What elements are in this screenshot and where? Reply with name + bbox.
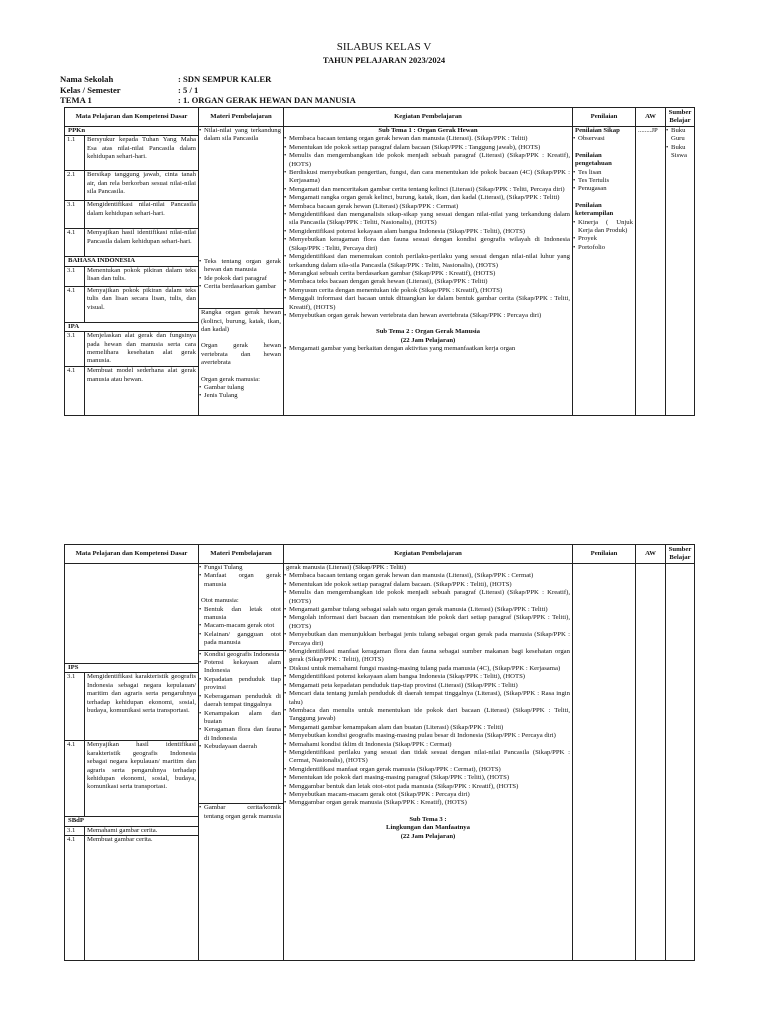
subtema-3-title: Sub Tema 3 : bbox=[409, 815, 447, 823]
identity-class: Kelas / Semester : 5 / 1 bbox=[60, 84, 199, 95]
syllabus-table-page-2 bbox=[64, 544, 695, 961]
aw-column-2 bbox=[636, 564, 666, 961]
school-identity bbox=[60, 74, 356, 106]
subject-sbdp: SBdP bbox=[65, 816, 198, 825]
kegiatan-column-2: gerak manusia (Literasi) (Sikap/PPK : Teliti) • Membaca bacaan tentang organ gerak hewan dan manusia (Literasi), (Sikap/PPK : Cermat) • Menentukan ide pokok setiap paragraf dalam bacaan. (Sikap/PPK : Teliti), (HOTS) • Menulis dan mengembangkan ide pokok menjadi sebuah paragraf (Literasi) (Sikap/PPK : Kreatif), (HOTS) • Mengamati gambar tulang sebagai salah satu organ gerak manusia (Literasi) (Sikap/PPK : Teliti) • Mengolah informasi dari bacaan dan menentukan ide pokok dari setiap paragraf (Sikap/PPK : Teliti), (HOTS) • Menyebutkan dan menunjukkan berbagai jenis tulang sebagai organ gerak pada manusia (Sikap/PPK : Percaya diri) • Mengidentifikasi manfaat keragaman flora dan fauna sebagai sumber makanan bagi kesehatan organ gerak (Sikap/PPK : Teliti), (HOTS) • Diskusi untuk memahami fungsi masing-masing tulang pada manusia (4C), (Sikap/PPK : Kerjasama) • Mengidentifikasi potensi kekayaan alam bangsa Indonesia (Sikap/PPK : Teliti), (HOTS) • Mengamati peta kepadatan penduduk tiap-tiap provinsi (Literasi) (Sikap/PPK : Teliti) • Mencari data tentang jumlah penduduk di daerah tempat tinggalnya (Literasi), (Sikap/PPK : Rasa ingin tahu) • Membaca dan menulis untuk menentukan ide pokok dari bacaan (Literasi) (Sikap/PPK : Teliti, Tanggung jawab) • Mengamati gambar kenampakan alam dan buatan (Literasi) (Sikap/PPK : Teliti) • Menyebutkan kondisi geografis masing-masing pulau besar di Indonesia (Sikap/PPK : Percaya diri) • Memahami kondisi iklim di Indonesia (Sikap/PPK : Cermat) • Mengidentifikasi perilaku yang sesuai dan tidak sesuai dengan nilai-nilai Pancasila (Sikap/PPK : Cermat, Nasionalis), (HOTS) • Mengidentifikasi manfaat organ gerak manusia (Sikap/PPK : Cermat), (HOTS) • Menentukan ide pokok dari masing-masing paragraf (Sikap/PPK : Teliti), (HOTS) • Menggambar bentuk dan letak otot-otot pada manusia (Sikap/PPK : Kreatif), (HOTS) • Menyebutkan macam-macam gerak otot (Sikap/PPK : Percaya diri) • Menggambar organ gerak manusia (Sikap/PPK : Kreatif), (HOTS) Sub Tema 3 : Lingkungan dan Manfaatnya (22 Jam Pelajaran) bbox=[284, 564, 573, 961]
kegiatan-column: Sub Tema 1 : Organ Gerak Hewan • Membaca bacaan tentang organ gerak hewan dan manusia (Literasi). (Sikap/PPK : Teliti) • Menentukan ide pokok setiap paragraf dalam bacaan (Sikap/PPK : Tanggung jawab), (HOTS) • Menulis dan mengembangkan ide pokok menjadi sebuah paragraf (Literasi) (Sikap/PPK : Kreatif), (HOTS) • Berdiskusi menyebutkan pengertian, fungsi, dan cara menentukan ide pokok bacaan (4C) (Sikap/PPK : Kerjasama) • Mengamati dan menceritakan gambar cerita tentang kelinci (Literasi) (Sikap/PPK : Teliti, Percaya diri) • Mengamati rangka organ gerak kelinci, burung, katak, ikan, dan kadal (Literasi), (Sikap/PPK : Teliti) • Membaca bacaan gerak hewan (Literasi) (Sikap/PPK : Cermat) • Mengidentifikasi dan menganalisis sikap-sikap yang sesuai dengan nilai-nilai yang terkandung dalam sila Pancasila (Sikap/PPK : Teliti, Nasionalis), (HOTS) • Mengidentifikasi potensi kekayaan alam bangsa Indonesia (Sikap/PPK : Teliti), (HOTS) • Menyebutkan keragaman flora dan fauna sesuai dengan kondisi geografis wilayah di Indonesia (Sikap/PPK : Teliti, Percaya diri) • Mengidentifikasi dan menemukan contoh perilaku-perilaku yang sesuai dengan nilai-nilai luhur yang terkandung dalam sila-sila Pancasila (Sikap/PPK : Teliti, Nasionalis), (HOTS) • Merangkai sebuah cerita berdasarkan gambar (Sikap/PPK : Kreatif), (HOTS) • Membaca teks bacaan dengan gerak hewan (Literasi), (Sikap/PPK : Teliti) • Menyusun cerita dengan menentukan ide pokok (Sikap/PPK : Kreatif), (HOTS) • Menggali informasi dari bacaan untuk dituangkan ke dalam bentuk gambar cerita (Sikap/PPK : Teliti, Kreatif), (HOTS) • Menyebutkan organ gerak hewan vertebrata dan hewan avertebrata (Sikap/PPK : Percaya diri) Sub Tema 2 : Organ Gerak Manusia (22 Jam Pelajaran) • Mengamati gambar yang berkaitan dengan aktivitas yang memanfaatkan kerja organ bbox=[284, 127, 573, 416]
aw-column: ........JP bbox=[636, 127, 666, 416]
col-mapel: Mata Pelajaran dan Kompetensi Dasar bbox=[65, 108, 199, 127]
col-aw: AW bbox=[636, 108, 666, 127]
col-aw-2: AW bbox=[636, 545, 666, 564]
academic-year: TAHUN PELAJARAN 2023/2024 bbox=[322, 55, 446, 65]
subtema-2-title: Sub Tema 2 : Organ Gerak Manusia bbox=[375, 328, 481, 336]
kd-column: PPKn 1.1 Bersyukur kepada Tuhan Yang Maha Esa atas nilai-nilai Pancasila dalam kehidupan sehari-hari. 2.1 Bersikap tanggung jawab, cinta tanah air, dan rela berkorban sesuai nilai-nilai sila Pancasila. 3.1 Mengidentifikasi nilai-nilai Pancasila dalam kehidupan sehari-hari. 4.1 Menyajikan hasil identifikasi nilai-nilai Pancasila dalam kehidupan sehari-hari. BAHASA INDONESIA 3.1 Menentukan pokok pikiran dalam teks lisan dan tulis. 4.1 Menyajikan pokok pikiran dalam teks tulis dan lisan secara lisan, tulis, dan visual. IPA 3.1 Menjelaskan alat gerak dan fungsinya pada hewan dan manusia serta cara memelihara kesehatan alat gerak manusia. 4.1 Membuat model sederhana alat gerak manusia atau hewan. bbox=[65, 127, 199, 416]
subject-ipa: IPA bbox=[65, 322, 198, 331]
col-penilaian: Penilaian bbox=[573, 108, 636, 127]
sumber-column: • Buku Guru • Buku Siswa bbox=[666, 127, 695, 416]
sumber-column-2 bbox=[666, 564, 695, 961]
col-kegiatan: Kegiatan Pembelajaran bbox=[284, 108, 573, 127]
document-title: SILABUS KELAS V bbox=[336, 41, 432, 53]
col-sumber: Sumber Belajar bbox=[666, 108, 695, 127]
identity-theme: TEMA 1 : 1. ORGAN GERAK HEWAN DAN MANUSIA bbox=[60, 95, 356, 105]
col-kegiatan-2: Kegiatan Pembelajaran bbox=[284, 545, 573, 564]
subtema-1-title: Sub Tema 1 : Organ Gerak Hewan bbox=[378, 127, 478, 134]
col-sumber-2: Sumber Belajar bbox=[666, 545, 695, 564]
subject-bahasa-indonesia: BAHASA INDONESIA bbox=[65, 256, 198, 265]
subject-ips: IPS bbox=[65, 663, 198, 672]
col-materi: Materi Pembelajaran bbox=[199, 108, 284, 127]
kd-column-2: IPS 3.1 Mengidentifikasi karakteristik geografis Indonesia sebagai negara kepulauan/ maritim dan agraris serta pengaruhnya terhadap kehidupan ekonomi, sosial, budaya, komunikasi serta transportasi. 4.1 Menyajikan hasil identifikasi karakteristik geografis Indonesia sebagai negara kepulauan/ maritim dan agraris serta pengaruhnya terhadap kehidupan ekonomi, sosial, budaya, komunikasi serta transportasi. SBdP 3.1 Memahami gambar cerita. 4.1 Membuat gambar cerita. bbox=[65, 564, 199, 961]
penilaian-column-2 bbox=[573, 564, 636, 961]
identity-school: Nama Sekolah : SDN SEMPUR KALER bbox=[60, 74, 272, 84]
col-penilaian-2: Penilaian bbox=[573, 545, 636, 564]
col-mapel-2: Mata Pelajaran dan Kompetensi Dasar bbox=[65, 545, 199, 564]
syllabus-table-page-1 bbox=[64, 107, 695, 416]
subject-ppkn: PPKn bbox=[68, 127, 86, 134]
penilaian-column: Penilaian Sikap • Observasi Penilaian pengetahuan • Tes lisan • Tes Tertulis • Penugasan Penilaian keterampilan • Kinerja ( Unjuk Kerja dan Produk) • Proyek • Portofolio bbox=[573, 127, 636, 416]
col-materi-2: Materi Pembelajaran bbox=[199, 545, 284, 564]
materi-column-2: • Fungsi Tulang • Manfaat organ gerak manusia Otot manusia: • Bentuk dan letak otot manusia • Macam-macam gerak otot • Kelainan/ gangguan otot pada manusia • Kondisi geografis Indonesia • Potensi kekayaan alam Indonesia • Kepadatan penduduk tiap provinsi • Keberagaman penduduk di daerah tempat tinggalnya • Kenampakan alam dan buatan • Keragaman flora dan fauna di Indonesia • Kebudayaan daerah • Gambar cerita/komik tentang organ gerak manusia bbox=[199, 564, 284, 961]
materi-column: • Nilai-nilai yang terkandung dalam sila Pancasila • Teks tentang organ gerak hewan dan manusia • Ide pokok dari paragraf • Cerita berdasarkan gambar Rangka organ gerak hewan (kolinci, burung, katak, ikan, dan kadal) Organ gerak hewan vertebrata dan hewan avertebrata Organ gerak manusia: • Gambar tulang • Jenis Tulang bbox=[199, 127, 284, 416]
